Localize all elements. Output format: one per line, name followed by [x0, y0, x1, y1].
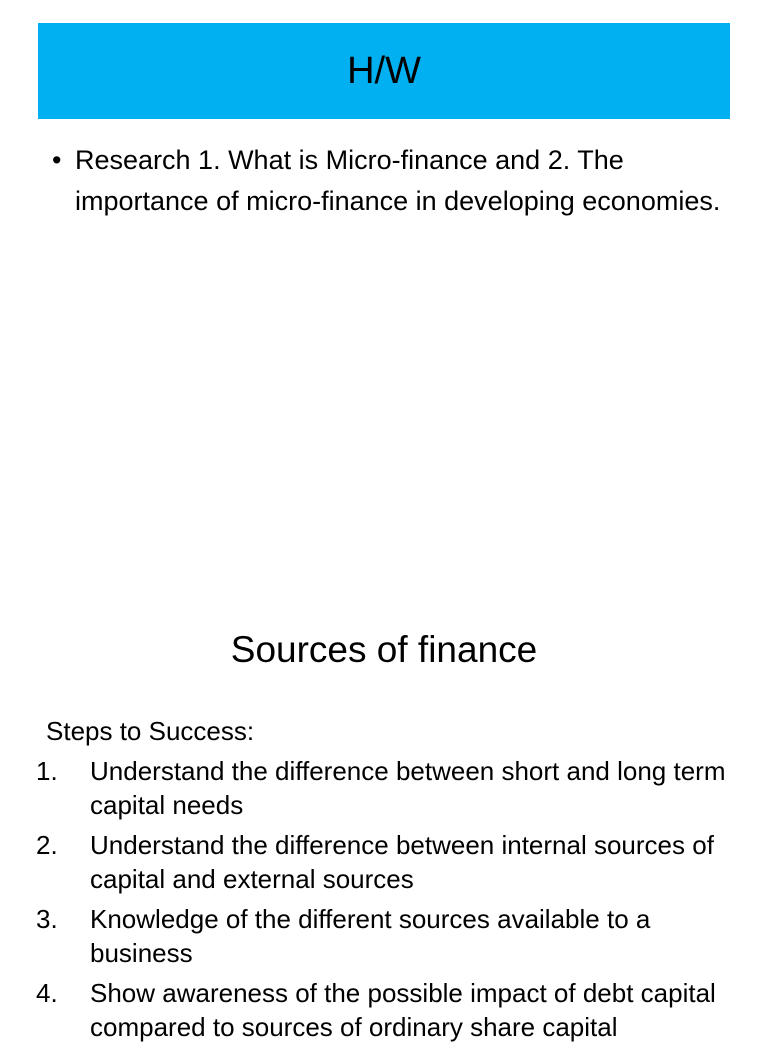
step-number: 2. — [36, 830, 58, 860]
homework-title: H/W — [347, 50, 421, 92]
step-text: Show awareness of the possible impact of debt capital compared to sources of ordinary share capital — [90, 978, 716, 1042]
homework-title-bar — [38, 23, 730, 119]
bullet-dot-icon: • — [52, 145, 62, 175]
steps-heading: Steps to Success: — [46, 716, 255, 746]
step-number: 4. — [36, 978, 58, 1008]
steps-list — [36, 754, 736, 1050]
homework-bullet — [52, 140, 732, 222]
step-item — [36, 902, 736, 970]
step-text: Understand the difference between short and long term capital needs — [90, 756, 726, 820]
homework-bullet-text: Research 1. What is Micro-finance and 2. The importance of micro-finance in developing economies. — [75, 145, 721, 216]
step-number: 3. — [36, 904, 58, 934]
step-item — [36, 828, 736, 896]
step-item — [36, 976, 736, 1044]
step-text: Understand the difference between internal sources of capital and external sources — [90, 830, 714, 894]
sources-of-finance-slide — [0, 560, 768, 1042]
sources-title: Sources of finance — [230, 629, 538, 670]
step-item — [36, 754, 736, 822]
step-text: Knowledge of the different sources available to a business — [90, 904, 651, 968]
step-number: 1. — [36, 756, 58, 786]
